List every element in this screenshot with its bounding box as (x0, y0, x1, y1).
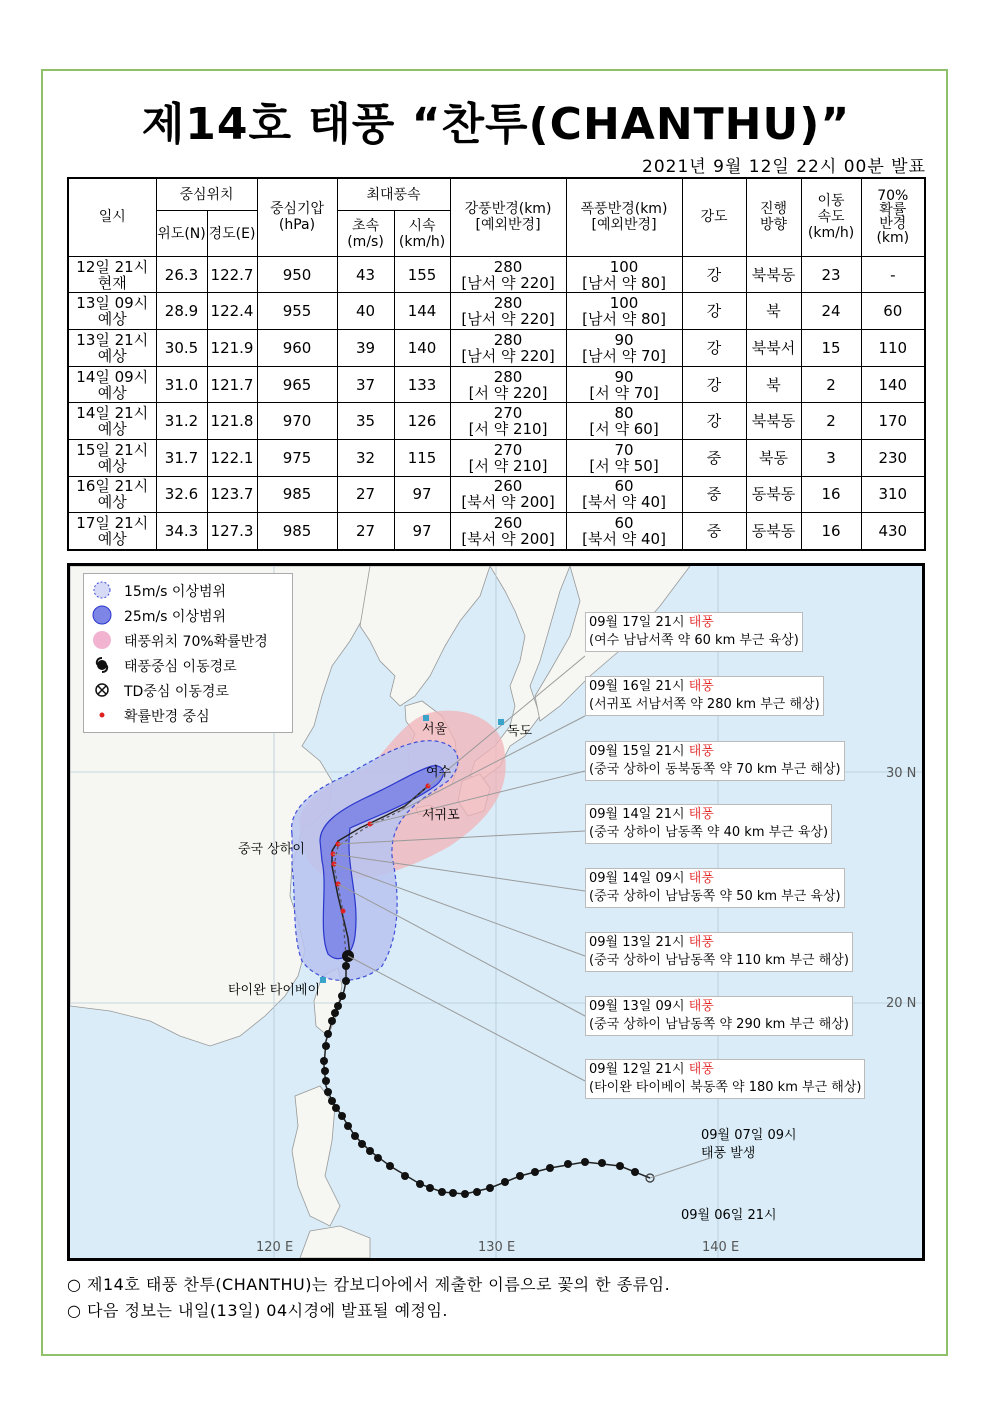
cell-prob: 140 (861, 366, 925, 403)
cell-intensity: 중 (682, 476, 746, 513)
cell-prob: 170 (861, 403, 925, 440)
label-seoul: 서울 (422, 722, 448, 737)
annotation-kind: 태풍 (688, 744, 714, 759)
cell-storm: 70 [서 약 50] (566, 439, 682, 476)
table-row (68, 366, 925, 403)
annotation-kind: 태풍 (688, 871, 714, 886)
annotation-desc: (중국 상하이 남남동쪽 약 290 km 부근 해상) (589, 1017, 849, 1032)
cell-datetime: 17일 21시 예상 (68, 513, 156, 550)
table-header-row (68, 178, 925, 211)
cell-datetime: 13일 09시 예상 (68, 293, 156, 330)
table-row (68, 403, 925, 440)
annotation-desc: (중국 상하이 남동쪽 약 40 km 부근 육상) (589, 825, 829, 840)
annotation-kind: 태풍 (688, 935, 714, 950)
cell-strong: 260 [북서 약 200] (450, 513, 566, 550)
annotation-kind: 태풍 (688, 999, 714, 1014)
cell-storm: 60 [북서 약 40] (566, 476, 682, 513)
header-prob: 70% 확률 반경 (km) (861, 178, 925, 256)
footnotes (67, 1272, 670, 1324)
annotation-desc: (서귀포 서남서쪽 약 280 km 부근 해상) (589, 697, 820, 712)
cell-ms: 37 (337, 366, 394, 403)
cell-direction: 북동 (746, 439, 801, 476)
cell-pressure: 970 (257, 403, 337, 440)
cell-lon: 121.8 (207, 403, 257, 440)
cell-lon: 122.1 (207, 439, 257, 476)
cell-intensity: 중 (682, 439, 746, 476)
cell-lat: 26.3 (156, 256, 207, 293)
cell-ms: 35 (337, 403, 394, 440)
cell-pressure: 975 (257, 439, 337, 476)
cell-strong: 270 [서 약 210] (450, 439, 566, 476)
legend-prob70: 태풍위치 70%확률반경 (92, 630, 268, 652)
legend-wind25: 25m/s 이상범위 (92, 605, 226, 627)
annotation-desc: (중국 상하이 남남동쪽 약 50 km 부근 육상) (589, 889, 841, 904)
cell-intensity: 강 (682, 256, 746, 293)
header-kmh: 시속 (km/h) (394, 211, 450, 257)
legend-prob-center: 확률반경 중심 (92, 705, 210, 727)
cell-direction: 동북동 (746, 476, 801, 513)
legend-wind15: 15m/s 이상범위 (92, 580, 226, 602)
cell-storm: 100 [남서 약 80] (566, 256, 682, 293)
label-taipei: 타이완 타이베이 (228, 983, 321, 998)
cell-direction: 동북동 (746, 513, 801, 550)
cell-ms: 32 (337, 439, 394, 476)
cell-datetime: 13일 21시 예상 (68, 330, 156, 367)
cell-datetime: 14일 21시 예상 (68, 403, 156, 440)
cell-pressure: 955 (257, 293, 337, 330)
header-direction: 진행 방향 (746, 178, 801, 256)
taipei-marker (320, 977, 326, 983)
cell-datetime: 16일 21시 예상 (68, 476, 156, 513)
label-20n: 20 N (886, 996, 917, 1011)
annotation-desc: (여수 남남서쪽 약 60 km 부근 육상) (589, 633, 799, 648)
cell-lon: 122.4 (207, 293, 257, 330)
cell-ms: 39 (337, 330, 394, 367)
cell-storm: 90 [서 약 70] (566, 366, 682, 403)
cell-intensity: 중 (682, 513, 746, 550)
annotation-desc: (중국 상하이 동북동쪽 약 70 km 부근 해상) (589, 762, 841, 777)
cell-kmh: 140 (394, 330, 450, 367)
cell-intensity: 강 (682, 403, 746, 440)
cell-strong: 260 [북서 약 200] (450, 476, 566, 513)
cell-lon: 121.9 (207, 330, 257, 367)
header-lat: 위도(N) (156, 211, 207, 257)
annotation-desc: (중국 상하이 남남동쪽 약 110 km 부근 해상) (589, 953, 849, 968)
map-legend (83, 573, 293, 733)
table-body (68, 256, 925, 550)
cell-lat: 32.6 (156, 476, 207, 513)
label-seogwipo: 서귀포 (422, 808, 460, 823)
cell-speed: 2 (801, 366, 861, 403)
legend-td-track: TD중심 이동경로 (92, 680, 229, 702)
cell-kmh: 115 (394, 439, 450, 476)
cell-kmh: 97 (394, 513, 450, 550)
header-lon: 경도(E) (207, 211, 257, 257)
annotation-box (585, 996, 853, 1036)
cell-speed: 16 (801, 476, 861, 513)
cell-strong: 280 [남서 약 220] (450, 330, 566, 367)
cell-prob: 430 (861, 513, 925, 550)
cell-lat: 30.5 (156, 330, 207, 367)
annotation-time: 09월 12일 21시 (589, 1062, 685, 1077)
table-row (68, 256, 925, 293)
annotation-kind: 태풍 (688, 1062, 714, 1077)
label-140e: 140 E (702, 1240, 740, 1255)
cell-kmh: 133 (394, 366, 450, 403)
cell-intensity: 강 (682, 330, 746, 367)
label-30n: 30 N (886, 766, 917, 781)
annotation-box (585, 868, 845, 908)
land-korea-north (360, 566, 490, 706)
label-120e: 120 E (256, 1240, 294, 1255)
annotation-kind: 태풍 (688, 807, 714, 822)
annotation-time: 09월 17일 21시 (589, 615, 685, 630)
cell-speed: 2 (801, 403, 861, 440)
header-maxwind: 최대풍속 (337, 178, 450, 211)
annotation-kind: 태풍 (688, 679, 714, 694)
cell-prob: 110 (861, 330, 925, 367)
cell-prob: 230 (861, 439, 925, 476)
table-row (68, 293, 925, 330)
header-center: 중심위치 (156, 178, 257, 211)
annotation-box (585, 612, 803, 652)
cell-ms: 27 (337, 513, 394, 550)
cell-datetime: 12일 21시 현재 (68, 256, 156, 293)
annotation-desc: (타이완 타이베이 북동쪽 약 180 km 부근 해상) (589, 1080, 862, 1095)
page-title: 제14호 태풍 “찬투(CHANTHU)” (141, 99, 851, 150)
table-row (68, 513, 925, 550)
cell-ms: 27 (337, 476, 394, 513)
annotation-kind: 태풍 (688, 615, 714, 630)
cell-lat: 34.3 (156, 513, 207, 550)
cell-storm: 100 [남서 약 80] (566, 293, 682, 330)
cell-storm: 90 [남서 약 70] (566, 330, 682, 367)
cell-datetime: 14일 09시 예상 (68, 366, 156, 403)
cell-pressure: 960 (257, 330, 337, 367)
cell-intensity: 강 (682, 366, 746, 403)
dokdo-marker (498, 719, 504, 725)
cell-speed: 16 (801, 513, 861, 550)
land-philippines-south (300, 1226, 370, 1258)
cell-datetime: 15일 21시 예상 (68, 439, 156, 476)
cell-strong: 270 [서 약 210] (450, 403, 566, 440)
header-ms: 초속 (m/s) (337, 211, 394, 257)
cell-lon: 122.7 (207, 256, 257, 293)
cell-ms: 43 (337, 256, 394, 293)
cell-direction: 북 (746, 293, 801, 330)
cell-prob: 60 (861, 293, 925, 330)
legend-track: 태풍중심 이동경로 (92, 655, 237, 677)
start-label: 09월 06일 21시 (681, 1208, 777, 1223)
table-row (68, 439, 925, 476)
annotation-time: 09월 14일 21시 (589, 807, 685, 822)
typhoon-track-map (67, 563, 925, 1261)
cell-direction: 북 (746, 366, 801, 403)
cell-kmh: 97 (394, 476, 450, 513)
cell-speed: 15 (801, 330, 861, 367)
annotation-box (585, 1059, 865, 1099)
header-pressure: 중심기압 (hPa) (257, 178, 337, 256)
cell-direction: 북북서 (746, 330, 801, 367)
cell-strong: 280 [서 약 220] (450, 366, 566, 403)
header-strong-radius: 강풍반경(km) [예외반경] (450, 178, 566, 256)
label-shanghai: 중국 상하이 (238, 842, 305, 857)
cell-prob: - (861, 256, 925, 293)
cell-pressure: 950 (257, 256, 337, 293)
cell-pressure: 965 (257, 366, 337, 403)
genesis-label: 09월 07일 09시 태풍 발생 (701, 1128, 797, 1161)
cell-lat: 31.0 (156, 366, 207, 403)
annotation-time: 09월 15일 21시 (589, 744, 685, 759)
header-datetime: 일시 (68, 178, 156, 256)
annotation-time: 09월 16일 21시 (589, 679, 685, 694)
cell-pressure: 985 (257, 513, 337, 550)
cell-prob: 310 (861, 476, 925, 513)
label-yeosu: 여수 (426, 765, 452, 780)
cell-lat: 31.2 (156, 403, 207, 440)
cell-pressure: 985 (257, 476, 337, 513)
cell-storm: 60 [북서 약 40] (566, 513, 682, 550)
label-dokdo: 독도 (507, 724, 533, 739)
cell-intensity: 강 (682, 293, 746, 330)
cell-speed: 23 (801, 256, 861, 293)
cell-strong: 280 [남서 약 220] (450, 293, 566, 330)
cell-kmh: 126 (394, 403, 450, 440)
header-speed: 이동 속도 (km/h) (801, 178, 861, 256)
annotation-time: 09월 14일 09시 (589, 871, 685, 886)
annotation-box (585, 741, 845, 781)
cell-speed: 24 (801, 293, 861, 330)
footnote-2: ○ 다음 정보는 내일(13일) 04시경에 발표될 예정임. (67, 1301, 449, 1320)
annotation-box (585, 932, 853, 972)
cell-direction: 북북동 (746, 403, 801, 440)
cell-ms: 40 (337, 293, 394, 330)
cell-lon: 127.3 (207, 513, 257, 550)
table-row (68, 330, 925, 367)
forecast-table (67, 177, 926, 551)
issued-time: 2021년 9월 12일 22시 00분 발표 (642, 157, 926, 177)
annotation-time: 09월 13일 21시 (589, 935, 685, 950)
annotation-box (585, 676, 824, 716)
cell-lon: 121.7 (207, 366, 257, 403)
cell-lon: 123.7 (207, 476, 257, 513)
cell-kmh: 144 (394, 293, 450, 330)
cell-kmh: 155 (394, 256, 450, 293)
annotation-time: 09월 13일 09시 (589, 999, 685, 1014)
header-intensity: 강도 (682, 178, 746, 256)
cell-direction: 북북동 (746, 256, 801, 293)
cell-strong: 280 [남서 약 220] (450, 256, 566, 293)
cell-lat: 28.9 (156, 293, 207, 330)
footnote-1: ○ 제14호 태풍 찬투(CHANTHU)는 캄보디아에서 제출한 이름으로 꽃의 한 종류임. (67, 1275, 671, 1294)
label-130e: 130 E (478, 1240, 516, 1255)
cell-speed: 3 (801, 439, 861, 476)
header-storm-radius: 폭풍반경(km) [예외반경] (566, 178, 682, 256)
cell-lat: 31.7 (156, 439, 207, 476)
table-row (68, 476, 925, 513)
annotation-box (585, 804, 832, 844)
cell-storm: 80 [서 약 60] (566, 403, 682, 440)
